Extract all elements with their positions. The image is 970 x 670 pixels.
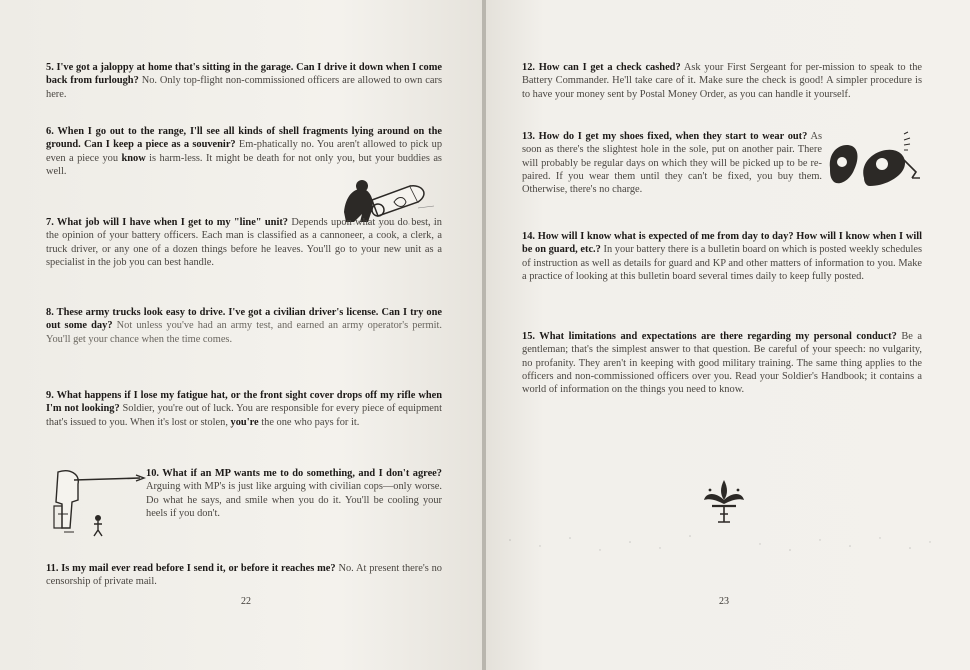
question-5-text: 5. I've got a jaloppy at home that's sitting in the garage. Can I drive it down when I come back from furlough? xyxy=(46,62,442,87)
question-11 xyxy=(46,562,442,589)
question-14-answer: In your battery there is a bulletin board on which is posted weekly schedules of instruction as well as details for guard and KP and other matters of information to you. Make a practice of looking at this bulletin board several times daily to keep fully posted. xyxy=(522,244,922,282)
question-10-answer: Arguing with MP's is just like arguing with civilian cops—only worse. Do what he says, and smile when you do it. You'll be cooling your heels if you don't. xyxy=(146,481,442,519)
left-page xyxy=(0,0,483,670)
question-12-text: 12. How can I get a check cashed? xyxy=(522,62,681,73)
mp-and-soldier-drawing xyxy=(44,466,154,538)
question-9-answer-emphasis: you're xyxy=(230,416,259,428)
question-14-text: 14. How will I know what is expected of me from day to day? How will I know when I will be on guard, etc.? xyxy=(522,231,922,256)
question-7-answer: Depends upon what you do best, in the opinion of your battery officers. Each man is classified as a cannoneer, a cook, a clerk, a truck driver, or any one of a dozen things before he leaves. You'll go to your new unit as a specialist in the job you can best handle. xyxy=(46,217,442,268)
question-10 xyxy=(146,467,442,520)
question-6-answer-emphasis: know xyxy=(121,152,146,164)
question-12-answer: Ask your First Sergeant for per-mission to speak to the Battery Commander. He'll take care of it. Make sure the check is good! A simpler procedure is to have your money sent by Postal Money Order, as you can handle it yourself. xyxy=(522,62,923,100)
question-15-answer: Be a gentleman; that's the simplest answer to that question. Be careful of your speech: no vulgarity, no profanity. They aren't in keeping with good military training. The same thing applies to the officers and non-commissioned officers over you. Read your Soldier's Handbook; it contains a world of information on the things you need to know. xyxy=(522,331,922,396)
question-9-answer-pre: Soldier, you're out of luck. You are responsible for every piece of equipment that's issued to you. When it's lost or stolen, xyxy=(46,403,443,428)
question-12 xyxy=(522,61,922,101)
question-14 xyxy=(522,230,922,283)
question-8-answer: Not unless you've had an army test, and earned an army operator's permit. You'll get your chance when the time comes. xyxy=(46,320,442,345)
question-7-text: 7. What job will I have when I get to my "line" unit? xyxy=(46,217,288,228)
question-5-answer: No. Only top-flight non-commissioned officers are allowed to own cars here. xyxy=(46,75,442,100)
question-5 xyxy=(46,61,442,101)
speckle-dots xyxy=(500,520,940,570)
question-11-answer: No. At present there's no censorship of private mail. xyxy=(46,563,442,588)
question-10-text: 10. What if an MP wants me to do something, and I don't agree? xyxy=(146,468,442,479)
question-9-text: 9. What happens if I lose my fatigue hat, or the front sight cover drops off my rifle when I'm not looking? xyxy=(46,390,442,415)
question-6-answer-pre: Em-phatically no. You aren't allowed to pick up even a piece you xyxy=(46,139,443,164)
question-8-text: 8. These army trucks look easy to drive. I've got a civilian driver's license. Can I try one out some day? xyxy=(46,307,442,332)
left-page-number: 22 xyxy=(241,596,251,607)
question-6-text: 6. When I go out to the range, I'll see all kinds of shell fragments lying around on the ground. Can I keep a piece as a souvenir? xyxy=(46,126,442,151)
question-9-answer-post: the one who pays for it. xyxy=(261,416,360,428)
fleur-ornament xyxy=(700,476,748,526)
right-page-number: 23 xyxy=(719,596,729,607)
question-7 xyxy=(46,216,442,269)
question-6-answer-post: is harm-less. It might be death for not only you, but your buddies as well. xyxy=(46,152,442,177)
question-15 xyxy=(522,330,922,396)
question-13-text: 13. How do I get my shoes fixed, when they start to wear out? xyxy=(522,131,808,142)
question-11-text: 11. Is my mail ever read before I send it, or before it reaches me? xyxy=(46,563,336,574)
question-13-answer: As soon as there's the slightest hole in the sole, put on another pair. There will probably be regular days on which they will be picked up to be re-paired. If you wear them until they can't be fixed, you buy them. Otherwise, there's no charge. xyxy=(522,131,823,196)
worn-shoes-drawing xyxy=(824,128,924,198)
question-8 xyxy=(46,306,442,346)
question-6 xyxy=(46,125,442,178)
question-15-text: 15. What limitations and expectations are there regarding my personal conduct? xyxy=(522,331,897,342)
question-9 xyxy=(46,389,442,429)
question-13 xyxy=(522,130,822,196)
